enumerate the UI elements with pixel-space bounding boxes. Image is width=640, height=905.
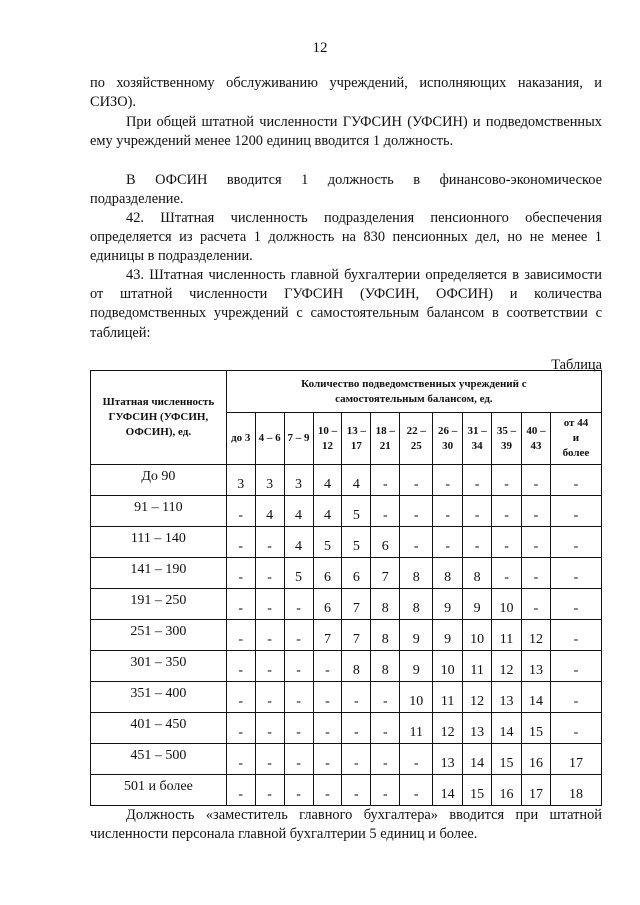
table-cell: 3 [284, 465, 313, 496]
table-cell: 13 [522, 651, 551, 682]
row-label: 501 и более [91, 775, 227, 806]
table-cell: - [226, 744, 255, 775]
table-cell: 8 [342, 651, 371, 682]
table-cell: - [492, 527, 522, 558]
row-label: 401 – 450 [91, 713, 227, 744]
table-cell: - [284, 651, 313, 682]
table-cell: 17 [522, 775, 551, 806]
paragraph-gufsin-under-1200: При общей штатной численности ГУФСИН (УФСИН) и подведомственных ему учреждений менее 1200 единиц вводится 1 должность. [90, 114, 602, 150]
table-body [91, 465, 602, 806]
table-cell: - [550, 620, 601, 651]
table-cell: - [400, 465, 433, 496]
paragraph-ofsin: В ОФСИН вводится 1 должность в финансово-экономическое подразделение. [90, 172, 602, 208]
table-cell: 10 [433, 651, 463, 682]
table-cell: 5 [342, 527, 371, 558]
column-header: 4 – 6 [255, 413, 284, 465]
table-cell: - [342, 682, 371, 713]
table-cell: - [255, 527, 284, 558]
table-row [91, 651, 602, 682]
table-row [91, 620, 602, 651]
column-header: 22 – 25 [400, 413, 433, 465]
table-cell: 8 [400, 558, 433, 589]
column-header: 10 – 12 [313, 413, 342, 465]
table-cell: 12 [463, 682, 492, 713]
table-cell: 14 [492, 713, 522, 744]
table-cell: 5 [284, 558, 313, 589]
table-cell: 9 [400, 620, 433, 651]
table-cell: 16 [492, 775, 522, 806]
table-cell: - [342, 775, 371, 806]
table-cell: 11 [433, 682, 463, 713]
table-cell: 7 [313, 620, 342, 651]
table-cell: - [492, 496, 522, 527]
table-cell: - [313, 775, 342, 806]
table-cell: 13 [463, 713, 492, 744]
table-cell: 6 [313, 589, 342, 620]
table-cell: - [284, 589, 313, 620]
table-cell: - [550, 682, 601, 713]
table-cell: 7 [342, 620, 371, 651]
table-cell: 9 [400, 651, 433, 682]
table-cell: 14 [463, 744, 492, 775]
table-cell: - [255, 651, 284, 682]
row-label: 251 – 300 [91, 620, 227, 651]
table-cell: - [522, 558, 551, 589]
table-cell: - [255, 775, 284, 806]
row-label: 451 – 500 [91, 744, 227, 775]
table-cell: 3 [226, 465, 255, 496]
table-cell: 6 [342, 558, 371, 589]
table-cell: - [463, 496, 492, 527]
table-cell: - [255, 620, 284, 651]
table-cell: - [284, 775, 313, 806]
table-cell: - [550, 558, 601, 589]
table-cell: - [492, 558, 522, 589]
table-cell: - [463, 527, 492, 558]
table-cell: 8 [371, 620, 400, 651]
table-cell: 8 [371, 651, 400, 682]
column-header: 13 – 17 [342, 413, 371, 465]
table-cell: 12 [492, 651, 522, 682]
table-cell: - [522, 527, 551, 558]
table-row [91, 589, 602, 620]
table-cell: 4 [284, 496, 313, 527]
table-cell: - [342, 744, 371, 775]
row-label: 191 – 250 [91, 589, 227, 620]
table-cell: - [313, 651, 342, 682]
table-cell: 11 [400, 713, 433, 744]
table-cell: - [284, 713, 313, 744]
table-cell: - [226, 496, 255, 527]
table-cell: - [342, 713, 371, 744]
table-cell: - [226, 620, 255, 651]
table-cell: - [433, 496, 463, 527]
column-header: 18 – 21 [371, 413, 400, 465]
table-cell: - [226, 651, 255, 682]
table-cell: 12 [433, 713, 463, 744]
table-cell: - [255, 713, 284, 744]
table-row [91, 527, 602, 558]
table-cell: - [371, 465, 400, 496]
group-header: Количество подведомственных учреждений с самостоятельным балансом, ед. [226, 371, 601, 413]
table-cell: 9 [433, 589, 463, 620]
table-cell: 13 [492, 682, 522, 713]
table-cell: - [226, 682, 255, 713]
table-cell: 13 [433, 744, 463, 775]
table-cell: 6 [371, 527, 400, 558]
paragraph-42-pension: 42. Штатная численность подразделения пенсионного обеспечения определяется из расчета 1 должность на 830 пенсионных дел, но не менее 1 единицы в подразделении. [90, 210, 602, 265]
table-cell: - [371, 496, 400, 527]
table-cell: - [522, 589, 551, 620]
paragraph-43-accounting: 43. Штатная численность главной бухгалтерии определяется в зависимости от штатной численности ГУФСИН (УФСИН, ОФСИН) и количества подведомственных учреждений с самостоятельным балансом в соответствии с таблицей: [90, 267, 602, 341]
table-cell: 12 [522, 620, 551, 651]
table-cell: - [226, 713, 255, 744]
table-cell: - [400, 527, 433, 558]
column-header: 26 – 30 [433, 413, 463, 465]
table-row [91, 775, 602, 806]
table-cell: 7 [342, 589, 371, 620]
row-label: 301 – 350 [91, 651, 227, 682]
table-cell: 11 [463, 651, 492, 682]
table-cell: - [522, 465, 551, 496]
table-cell: - [284, 682, 313, 713]
table-cell: - [550, 465, 601, 496]
table-row [91, 682, 602, 713]
table-cell: 16 [522, 744, 551, 775]
table-cell: - [284, 620, 313, 651]
table-caption: Таблица [551, 357, 602, 373]
table-cell: 15 [463, 775, 492, 806]
paragraph-continuation: по хозяйственному обслуживанию учреждений, исполняющих наказания, и СИЗО). [90, 75, 602, 111]
table-cell: - [255, 558, 284, 589]
table-cell: - [255, 682, 284, 713]
table-cell: - [433, 465, 463, 496]
table-cell: - [226, 775, 255, 806]
table-cell: - [255, 589, 284, 620]
column-header: 7 – 9 [284, 413, 313, 465]
row-label: 111 – 140 [91, 527, 227, 558]
table-row [91, 496, 602, 527]
column-header: до 3 [226, 413, 255, 465]
table-cell: - [400, 744, 433, 775]
table-cell: 9 [463, 589, 492, 620]
table-cell: 15 [522, 713, 551, 744]
table-cell: 10 [400, 682, 433, 713]
table-cell: 15 [492, 744, 522, 775]
table-cell: 8 [463, 558, 492, 589]
table-cell: - [522, 496, 551, 527]
table-cell: 4 [342, 465, 371, 496]
table-cell: 5 [342, 496, 371, 527]
table-cell: - [371, 682, 400, 713]
table-cell: - [284, 744, 313, 775]
table-cell: 10 [463, 620, 492, 651]
table-cell: 3 [255, 465, 284, 496]
table-cell: - [492, 465, 522, 496]
table-cell: 14 [433, 775, 463, 806]
table-cell: - [433, 527, 463, 558]
table-cell: 11 [492, 620, 522, 651]
staffing-table [90, 370, 602, 806]
page-number: 12 [312, 40, 328, 56]
column-header: от 44 и более [550, 413, 601, 465]
row-label: 141 – 190 [91, 558, 227, 589]
table-cell: 8 [400, 589, 433, 620]
table-cell: 18 [550, 775, 601, 806]
table-row [91, 713, 602, 744]
row-header: Штатная численность ГУФСИН (УФСИН, ОФСИН), ед. [91, 371, 227, 465]
table-row [91, 558, 602, 589]
table-cell: 10 [492, 589, 522, 620]
paragraph-deputy-accountant: Должность «заместитель главного бухгалтера» вводится при штатной численности персонала главной бухгалтерии 5 единиц и более. [90, 807, 602, 843]
table-cell: - [463, 465, 492, 496]
table-cell: - [550, 496, 601, 527]
table-cell: 9 [433, 620, 463, 651]
table-cell: - [550, 651, 601, 682]
column-header: 40 – 43 [522, 413, 551, 465]
column-header: 31 – 34 [463, 413, 492, 465]
table-cell: 8 [433, 558, 463, 589]
table-cell: - [400, 496, 433, 527]
table-cell: 17 [550, 744, 601, 775]
table-cell: 6 [313, 558, 342, 589]
row-label: 91 – 110 [91, 496, 227, 527]
table-cell: - [550, 589, 601, 620]
table-cell: - [550, 527, 601, 558]
row-label: 351 – 400 [91, 682, 227, 713]
table-cell: 4 [313, 465, 342, 496]
row-label: До 90 [91, 465, 227, 496]
table-cell: - [313, 713, 342, 744]
table-cell: 8 [371, 589, 400, 620]
table-cell: - [313, 682, 342, 713]
table-cell: - [226, 527, 255, 558]
table-cell: - [371, 744, 400, 775]
table-cell: 4 [313, 496, 342, 527]
table-cell: - [550, 713, 601, 744]
table-cell: - [371, 713, 400, 744]
table-cell: 14 [522, 682, 551, 713]
table-cell: - [313, 744, 342, 775]
table-cell: - [226, 589, 255, 620]
table-row [91, 465, 602, 496]
table-cell: 4 [284, 527, 313, 558]
table-cell: 5 [313, 527, 342, 558]
table-cell: 4 [255, 496, 284, 527]
table-cell: 7 [371, 558, 400, 589]
table-cell: - [371, 775, 400, 806]
table-cell: - [400, 775, 433, 806]
table-cell: - [255, 744, 284, 775]
table-cell: - [226, 558, 255, 589]
column-header: 35 – 39 [492, 413, 522, 465]
table-row [91, 744, 602, 775]
